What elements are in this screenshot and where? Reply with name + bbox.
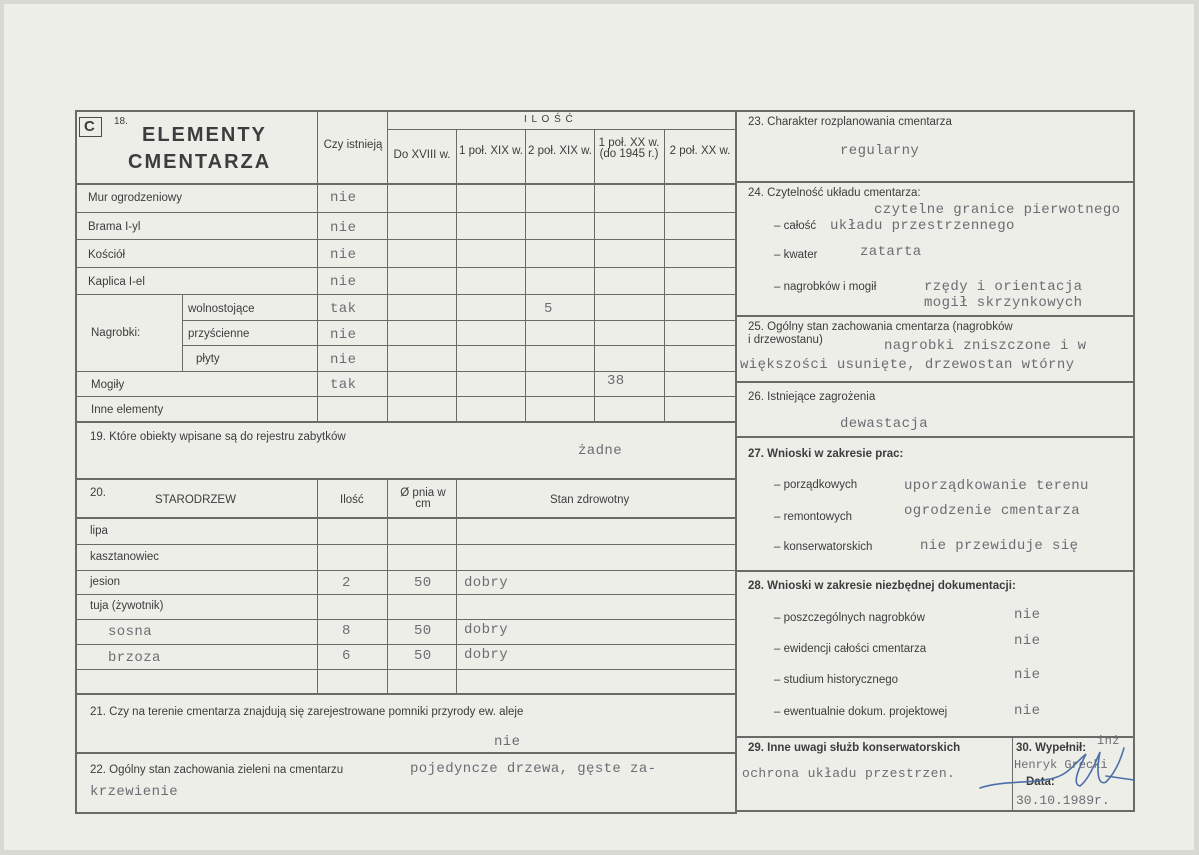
row-mur-value: nie — [330, 190, 357, 206]
q28-item-4-value: nie — [1014, 703, 1041, 719]
q24-nagrobkow-value2: mogił skrzynkowych — [924, 295, 1083, 311]
period-col-3: 2 poł. XIX w. — [528, 145, 592, 157]
q27-remontowych-value: ogrodzenie cmentarza — [904, 503, 1081, 519]
tree-sosna: sosna — [108, 624, 153, 640]
q27-konserwatorskich-value: nie przewiduje się — [920, 538, 1079, 554]
q20-col-stan: Stan zdrowotny — [550, 494, 630, 506]
q23-label: 23. Charakter rozplanowania cmentarza — [748, 116, 952, 128]
q28-item-2-label: – ewidencji całości cmentarza — [774, 643, 927, 655]
q30-date: 30.10.1989r. — [1016, 793, 1110, 808]
q28-label: 28. Wnioski w zakresie niezbędnej dokumentacji: — [748, 580, 1016, 592]
tree-jesion-ilosc: 2 — [342, 575, 351, 591]
q24-nagrobkow-value1: rzędy i orientacja — [924, 279, 1083, 295]
q28-item-3-value: nie — [1014, 667, 1041, 683]
tree-sosna-ilosc: 8 — [342, 623, 351, 639]
row-mogily-value: tak — [330, 377, 357, 393]
q28-item-2-value: nie — [1014, 633, 1041, 649]
q27-porzadkowych-label: – porządkowych — [774, 479, 858, 491]
period-col-2: 1 poł. XIX w. — [459, 145, 523, 157]
q28-item-3-label: – studium historycznego — [774, 674, 899, 686]
nagrobki-plyty-label: płyty — [196, 353, 220, 365]
q30-name: Henryk Grecki — [1014, 758, 1108, 772]
section-letter: C — [84, 118, 95, 135]
q30-title: inż — [1097, 734, 1120, 748]
nagrobki-wolnostojace-count: 5 — [544, 301, 553, 317]
q28-item-1-label: – poszczególnych nagrobków — [774, 612, 925, 624]
section-title-line2: CMENTARZA — [128, 151, 272, 173]
period-col-1: Do XVIII w. — [393, 149, 451, 161]
tree-jesion: jesion — [90, 576, 121, 588]
signature-mark — [974, 740, 1144, 806]
q25-label-line2: i drzewostanu) — [748, 334, 823, 346]
period-col-5: 2 poł. XX w. — [669, 145, 731, 157]
tree-lipa: lipa — [90, 525, 108, 537]
row-mur-label: Mur ogrodzeniowy — [88, 192, 182, 204]
q27-label: 27. Wnioski w zakresie prac: — [748, 448, 904, 460]
row-kaplica-value: nie — [330, 274, 357, 290]
q24-label: 24. Czytelność układu cmentarza: — [748, 187, 921, 199]
nagrobki-przyscienne-label: przyścienne — [188, 328, 250, 340]
tree-brzoza-pnia: 50 — [414, 648, 432, 664]
q30-label: 30. Wypełnił: — [1016, 742, 1087, 754]
col-czy-istnieja: Czy istnieją — [323, 139, 383, 151]
q25-value-line1: nagrobki zniszczone i w — [884, 338, 1087, 354]
tree-brzoza-ilosc: 6 — [342, 648, 351, 664]
q25-value-line2: większości usunięte, drzewostan wtórny — [740, 357, 1075, 373]
period-col-4: 1 poł. XX w. (do 1945 r.) — [598, 137, 660, 160]
q30-date-label: Data: — [1026, 776, 1055, 788]
q29-value: ochrona układu przestrzen. — [742, 766, 956, 781]
q27-konserwatorskich-label: – konserwatorskich — [774, 541, 873, 553]
nagrobki-przyscienne-value: nie — [330, 327, 357, 343]
section-title-line1: ELEMENTY — [142, 124, 267, 146]
section-number: 18. — [114, 116, 128, 127]
q26-label: 26. Istniejące zagrożenia — [748, 391, 876, 403]
row-mogily-label: Mogiły — [91, 379, 125, 391]
row-brama-label: Brama I-yl — [88, 221, 141, 233]
q24-calosc-label: – całość — [774, 220, 817, 232]
q22-label: 22. Ogólny stan zachowania zieleni na cmentarzu — [90, 764, 344, 776]
row-inne-label: Inne elementy — [91, 404, 164, 416]
q28-item-4-label: – ewentualnie dokum. projektowej — [774, 706, 948, 718]
row-kosciol-label: Kościół — [88, 249, 126, 261]
nagrobki-label: Nagrobki: — [91, 327, 141, 339]
q20-number: 20. — [90, 487, 106, 499]
tree-brzoza: brzoza — [108, 650, 161, 666]
q24-nagrobkow-label: – nagrobków i mogił — [774, 281, 877, 293]
q22-value-line1: pojedyncze drzewa, gęste za- — [410, 761, 657, 777]
inventory-card — [4, 4, 1194, 850]
q24-calosc-value: układu przestrzennego — [830, 218, 1015, 234]
q27-remontowych-label: – remontowych — [774, 511, 852, 523]
q24-value-line0: czytelne granice pierwotnego — [874, 202, 1121, 218]
nagrobki-wolnostojace-value: tak — [330, 301, 357, 317]
section-c-box — [79, 117, 102, 137]
q26-value: dewastacja — [840, 416, 929, 432]
q22-value-line2: krzewienie — [90, 784, 179, 800]
q25-label-line1: 25. Ogólny stan zachowania cmentarza (nagrobków — [748, 321, 1013, 333]
tree-sosna-stan: dobry — [464, 622, 509, 638]
nagrobki-plyty-value: nie — [330, 352, 357, 368]
row-kosciol-value: nie — [330, 247, 357, 263]
q23-value: regularny — [840, 143, 920, 159]
row-brama-value: nie — [330, 220, 357, 236]
tree-kasztanowiec: kasztanowiec — [90, 551, 160, 563]
q24-kwater-value: zatarta — [860, 244, 922, 260]
q28-item-1-value: nie — [1014, 607, 1041, 623]
col-ilosc-header: I L O Ś Ć — [524, 114, 574, 125]
q20-title: STARODRZEW — [155, 494, 236, 506]
row-mogily-count: 38 — [607, 373, 625, 389]
q19-value: żadne — [578, 443, 623, 459]
q29-label: 29. Inne uwagi służb konserwatorskich — [748, 742, 961, 754]
tree-brzoza-stan: dobry — [464, 647, 509, 663]
q21-label: 21. Czy na terenie cmentarza znajdują się zarejestrowane pomniki przyrody ew. aleje — [90, 706, 524, 718]
q27-porzadkowych-value: uporządkowanie terenu — [904, 478, 1089, 494]
q20-col-ilosc: Ilość — [340, 494, 364, 506]
tree-tuja: tuja (żywotnik) — [90, 600, 164, 612]
tree-jesion-stan: dobry — [464, 575, 509, 591]
tree-sosna-pnia: 50 — [414, 623, 432, 639]
nagrobki-wolnostojace-label: wolnostojące — [188, 303, 255, 315]
q20-col-pnia: Ø pnia w cm — [400, 487, 446, 510]
tree-jesion-pnia: 50 — [414, 575, 432, 591]
q24-kwater-label: – kwater — [774, 249, 818, 261]
q21-value: nie — [494, 734, 521, 750]
q19-label: 19. Które obiekty wpisane są do rejestru zabytków — [90, 431, 346, 443]
row-kaplica-label: Kaplica I-el — [88, 276, 145, 288]
